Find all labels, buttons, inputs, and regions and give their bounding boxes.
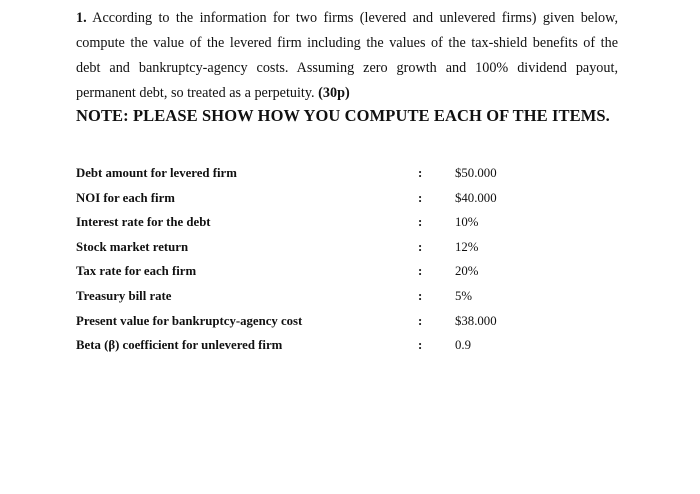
row-separator: : [418,289,423,303]
row-value: $40.000 [455,190,497,205]
row-label: Beta (β) coefficient for unlevered firm [76,338,283,353]
question-number: 1. [76,10,87,26]
question-line-3: debt and bankruptcy-agency costs. Assuming zero growth and 100% dividend payout, [76,60,618,76]
table-row [76,215,556,235]
question-line-2: compute the value of the levered firm including the values of the tax-shield benefits of the [76,35,618,51]
row-separator: : [418,215,423,230]
row-separator: : [418,166,423,180]
row-value: 20% [455,264,479,279]
row-value: 5% [455,289,473,303]
question-line-4 [76,81,618,106]
row-value: 0.9 [455,338,471,353]
row-label: NOI for each firm [76,190,175,205]
table-row [76,289,556,309]
question-line-1 [76,6,618,31]
row-separator: : [418,338,423,353]
row-value: $38.000 [455,313,497,328]
row-value: 10% [455,215,479,230]
note-heading: NOTE: PLEASE SHOW HOW YOU COMPUTE EACH OF THE ITEMS. [76,106,610,125]
row-separator: : [418,239,423,254]
points-label: (30p) [318,85,350,101]
table-row [76,166,556,186]
question-line-text: permanent debt, so treated as a perpetuity. [76,85,315,101]
table-row [76,240,556,260]
table-row [76,264,556,284]
question-line-text: According to the information for two firms (levered and unlevered firms) given below, [92,10,618,26]
row-label: Interest rate for the debt [76,215,211,230]
table-row [76,314,556,334]
row-label: Treasury bill rate [76,289,172,303]
row-label: Stock market return [76,239,189,254]
table-row [76,338,556,358]
table-row [76,191,556,211]
question-text [76,6,618,106]
row-value: $50.000 [455,166,497,180]
row-label: Tax rate for each firm [76,264,197,279]
row-separator: : [418,313,423,328]
row-label: Debt amount for levered firm [76,166,237,180]
row-separator: : [418,264,423,279]
row-value: 12% [455,239,479,254]
row-label: Present value for bankruptcy-agency cost [76,313,303,328]
row-separator: : [418,190,423,205]
